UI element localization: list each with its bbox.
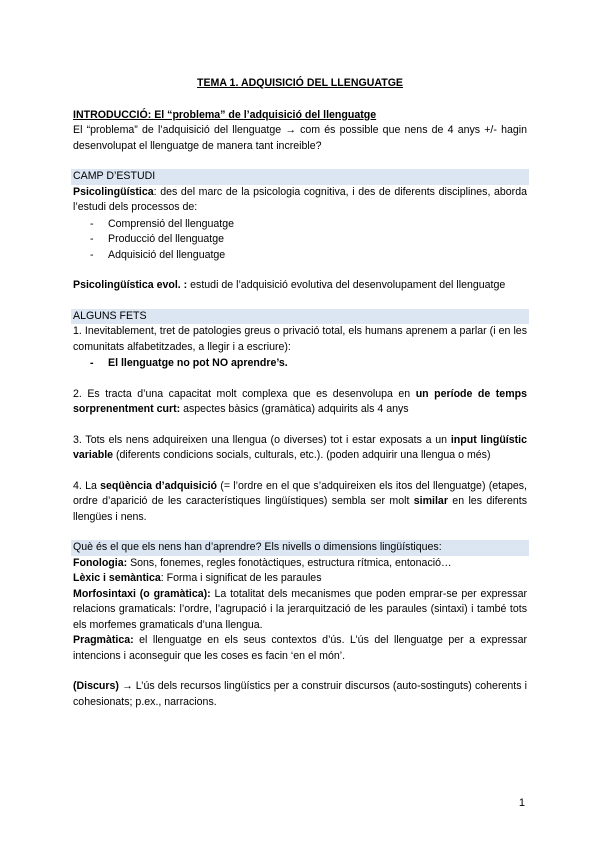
- fet-3-text-end: (diferents condicions socials, culturals, etc.). (poden adquirir una llengua o més): [113, 449, 491, 461]
- fet-2-text-end: aspectes bàsics (gramàtica) adquirits als 4 anys: [180, 403, 409, 415]
- intro-section: [73, 108, 527, 155]
- list-item: - El llenguatge no pot NO aprendre’s.: [73, 356, 527, 372]
- discurs-text: → L’ús dels recursos lingüístics per a construir discursos (auto-sostinguts) coherents i cohesionats; p.ex., narracions.: [73, 680, 527, 708]
- fet-4-text-end: en les diferents llengües i nens.: [73, 495, 527, 523]
- fet-3: [73, 433, 527, 464]
- fet-2-emphasis: un període de temps sorprenentment curt:: [73, 387, 527, 415]
- fonologia-line: [73, 556, 527, 572]
- morfosintaxi-term: Morfosintaxi (o gramàtica):: [73, 587, 211, 600]
- fet-4-emphasis-2: similar: [413, 495, 448, 507]
- intro-heading: INTRODUCCIÓ: El “problema” de l’adquisició del llenguatge: [73, 108, 377, 121]
- fet-2-text: 2. Es tracta d’una capacitat molt complexa que es desenvolupa en: [73, 387, 416, 400]
- evol-text: estudi de l’adquisició evolutiva del desenvolupament del llenguatge: [187, 279, 506, 291]
- fet-4-text-mid: (= l’ordre en el que s’adquireixen els itos del llenguatge) (etapes, ordre d’aparició de les característiques lingüístiques) sembla ser molt: [73, 479, 528, 507]
- fonologia-term: Fonologia:: [73, 556, 128, 569]
- intro-text: El “problema” de l’adquisició del llenguatge → com és possible que nens de 4 anys +/- hagin desenvolupat el llenguatge de manera tant increible?: [73, 124, 527, 152]
- evol-paragraph: [73, 278, 527, 294]
- discurs-term: (Discurs): [73, 680, 119, 692]
- evol-term: Psicolingüística evol. :: [73, 279, 188, 291]
- fet-3-text: 3. Tots els nens adquireixen una llengua (o diverses) tot i estar exposats a un: [73, 433, 451, 446]
- pragmatica-text: el llenguatge en els seus contextos d’ús. L’ús del llenguatge per a expressar intencions i aconseguir que les coses es facin ‘en el món’.: [73, 634, 527, 662]
- fets-section: [73, 309, 527, 526]
- morfosintaxi-text: La totalitat dels mecanismes que poden emprar-se per expressar relacions gramaticals: l’ordre, l’agrupació i la jerarquització de les paraules (sintaxi) i també tots els morfemes gramaticals d’una llengua.: [73, 587, 527, 631]
- lexic-text: : Forma i significat de les paraules: [160, 572, 322, 584]
- list-item: - Adquisició del llenguatge: [73, 248, 527, 264]
- discurs-line: [73, 679, 527, 710]
- nivells-section: [73, 540, 527, 710]
- pragmatica-term: Pragmàtica:: [73, 634, 134, 646]
- lexic-term: Lèxic i semàntica: [73, 572, 161, 584]
- fet-4-emphasis: seqüència d’adquisició: [100, 479, 218, 492]
- fet-3-emphasis: input lingüístic variable: [73, 433, 527, 461]
- psico-text: : des del marc de la psicologia cognitiva, i des de diferents disciplines, aborda l’estudi dels processos de:: [73, 185, 527, 213]
- nivells-heading: Què és el que els nens han d’aprendre? Els nivells o dimensions lingüístiques:: [71, 540, 529, 556]
- pragmatica-line: [73, 633, 527, 664]
- fet-1: 1. Inevitablement, tret de patologies greus o privació total, els humans aprenem a parlar (i en les comunitats alfabetitzades, a llegir i a escriure):: [73, 325, 527, 353]
- document-title: TEMA 1. ADQUISICIÓ DEL LLENGUATGE: [197, 77, 403, 89]
- list-item: - Producció del llenguatge: [73, 232, 527, 248]
- fet-1-list: [73, 356, 527, 372]
- fonologia-text: Sons, fonemes, regles fonotàctiques, estructura rítmica, entonació…: [127, 556, 452, 569]
- page-number: 1: [518, 797, 525, 809]
- page-content: [73, 76, 527, 710]
- morfosintaxi-line: [73, 587, 527, 634]
- fet-2: [73, 387, 527, 418]
- psico-term: Psicolingüística: [73, 185, 154, 198]
- camp-heading: CAMP D’ESTUDI: [71, 169, 529, 185]
- fet-4: [73, 479, 527, 526]
- fet-4-text: 4. La: [73, 479, 101, 492]
- list-item: - Comprensió del llenguatge: [73, 217, 527, 233]
- psico-paragraph: [73, 185, 527, 216]
- camp-section: [73, 169, 527, 294]
- lexic-line: [73, 571, 527, 587]
- process-list: [73, 217, 527, 264]
- fets-heading: ALGUNS FETS: [71, 309, 529, 325]
